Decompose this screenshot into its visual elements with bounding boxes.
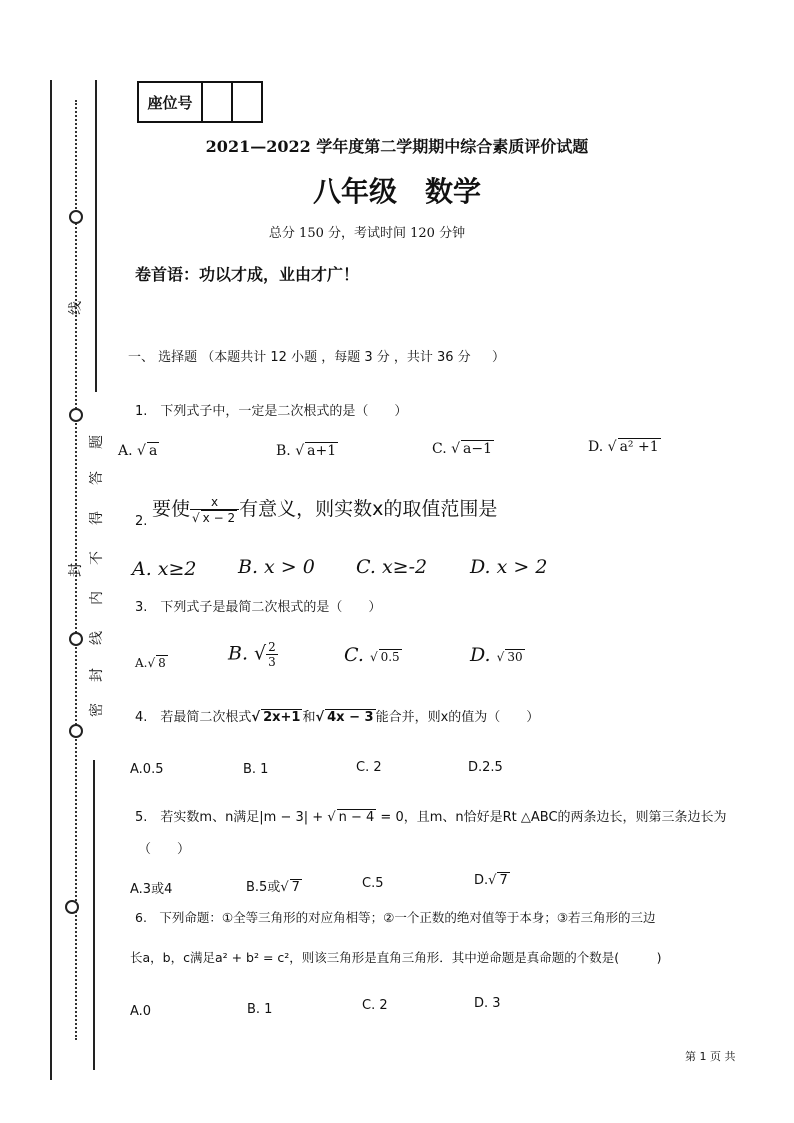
margin-char: 封 <box>89 668 105 682</box>
q1-option-c: C. √ a−1 <box>432 441 493 457</box>
margin-char: 线 <box>89 631 105 645</box>
page-number: 第 1 页 共 <box>685 1050 736 1063</box>
q4-option-b: B. 1 <box>243 762 269 777</box>
question-5-stem: 5. 若实数m、n满足|m − 3| + √ n − 4 = 0，且m、n恰好是Rt △ABC的两条边长，则第三条边长为 <box>135 810 727 825</box>
q5-option-b: B.5或√ 7 <box>246 880 300 895</box>
question-6-line1: 6. 下列命题：①全等三角形的对应角相等；②一个正数的绝对值等于本身；③若三角形的三边 <box>135 910 656 925</box>
exam-title: 2021—2022 学年度第二学期期中综合素质评价试题 <box>205 137 589 156</box>
margin-char: 答 <box>89 471 105 485</box>
motto: 卷首语：功以才成，业由才广！ <box>135 265 360 284</box>
q6-option-d: D. 3 <box>474 996 501 1011</box>
q6-option-a: A.0 <box>130 1004 152 1019</box>
binding-hole-icon <box>65 900 79 914</box>
q6-option-c: C. 2 <box>362 998 388 1013</box>
margin-char: 密 <box>89 703 105 717</box>
q3-option-b: B. √ $\frac{2}{3}$ <box>228 640 276 669</box>
margin-char: 得 <box>89 511 105 525</box>
question-2-number: 2. <box>135 514 148 529</box>
q2-option-c: C. x≥-2 <box>356 556 428 578</box>
q1-option-a: A. √ a <box>118 443 158 459</box>
margin-char: 封 <box>68 563 84 577</box>
q4-option-c: C. 2 <box>356 760 382 775</box>
q5-option-a: A.3或4 <box>130 882 173 897</box>
seat-cell[interactable] <box>233 83 261 121</box>
question-3-stem: 3. 下列式子是最简二次根式的是（ ） <box>135 600 382 615</box>
q1-option-b: B. √ a+1 <box>276 443 337 459</box>
question-5-stem-line2: （ ） <box>138 842 191 857</box>
seat-label: 座位号 <box>139 83 203 121</box>
question-4-stem: 4. 若最简二次根式√ 2x+1 和√ 4x − 3 能合并，则x的值为（ ） <box>135 710 540 725</box>
binding-line-right-lower <box>93 760 95 1070</box>
q5-option-d: D.√ 7 <box>474 873 508 888</box>
binding-hole-icon <box>69 724 83 738</box>
q4-option-d: D.2.5 <box>468 760 503 775</box>
grade-subject: 八年级 数学 <box>312 175 481 208</box>
question-6-line2: 长a，b，c满足a² + b² = c²，则该三角形是直角三角形．其中逆命题是真命题的个数是( ) <box>130 950 662 965</box>
q2-option-d: D. x > 2 <box>470 556 548 578</box>
score-time: 总分 150 分，考试时间 120 分钟 <box>268 226 466 241</box>
margin-char: 内 <box>89 591 105 605</box>
margin-char: 线 <box>68 301 84 315</box>
margin-char: 题 <box>89 435 105 449</box>
binding-hole-icon <box>69 632 83 646</box>
q2-option-b: B. x > 0 <box>238 556 315 578</box>
seat-number-box <box>137 81 263 123</box>
section-heading: 一、 选择题 （本题共计 12 小题 ，每题 3 分 ，共计 36 分 ） <box>128 350 505 365</box>
q3-option-a: A.√ 8 <box>135 656 166 670</box>
q5-option-c: C.5 <box>362 876 384 891</box>
q4-option-a: A.0.5 <box>130 762 164 777</box>
seat-cell[interactable] <box>203 83 233 121</box>
q3-option-c: C. √ 0.5 <box>344 644 400 666</box>
q1-option-d: D. √ a² +1 <box>588 439 659 455</box>
question-2-stem: 要使 $\frac{x}{√ x - 2}$ 有意义，则实数x的取值范围是 <box>152 494 498 525</box>
q6-option-b: B. 1 <box>247 1002 273 1017</box>
binding-hole-icon <box>69 408 83 422</box>
question-1-stem: 1. 下列式子中，一定是二次根式的是（ ） <box>135 404 408 419</box>
q2-option-a: A. x≥2 <box>132 558 197 580</box>
margin-char: 不 <box>89 551 105 565</box>
q3-option-d: D. √ 30 <box>470 644 523 666</box>
